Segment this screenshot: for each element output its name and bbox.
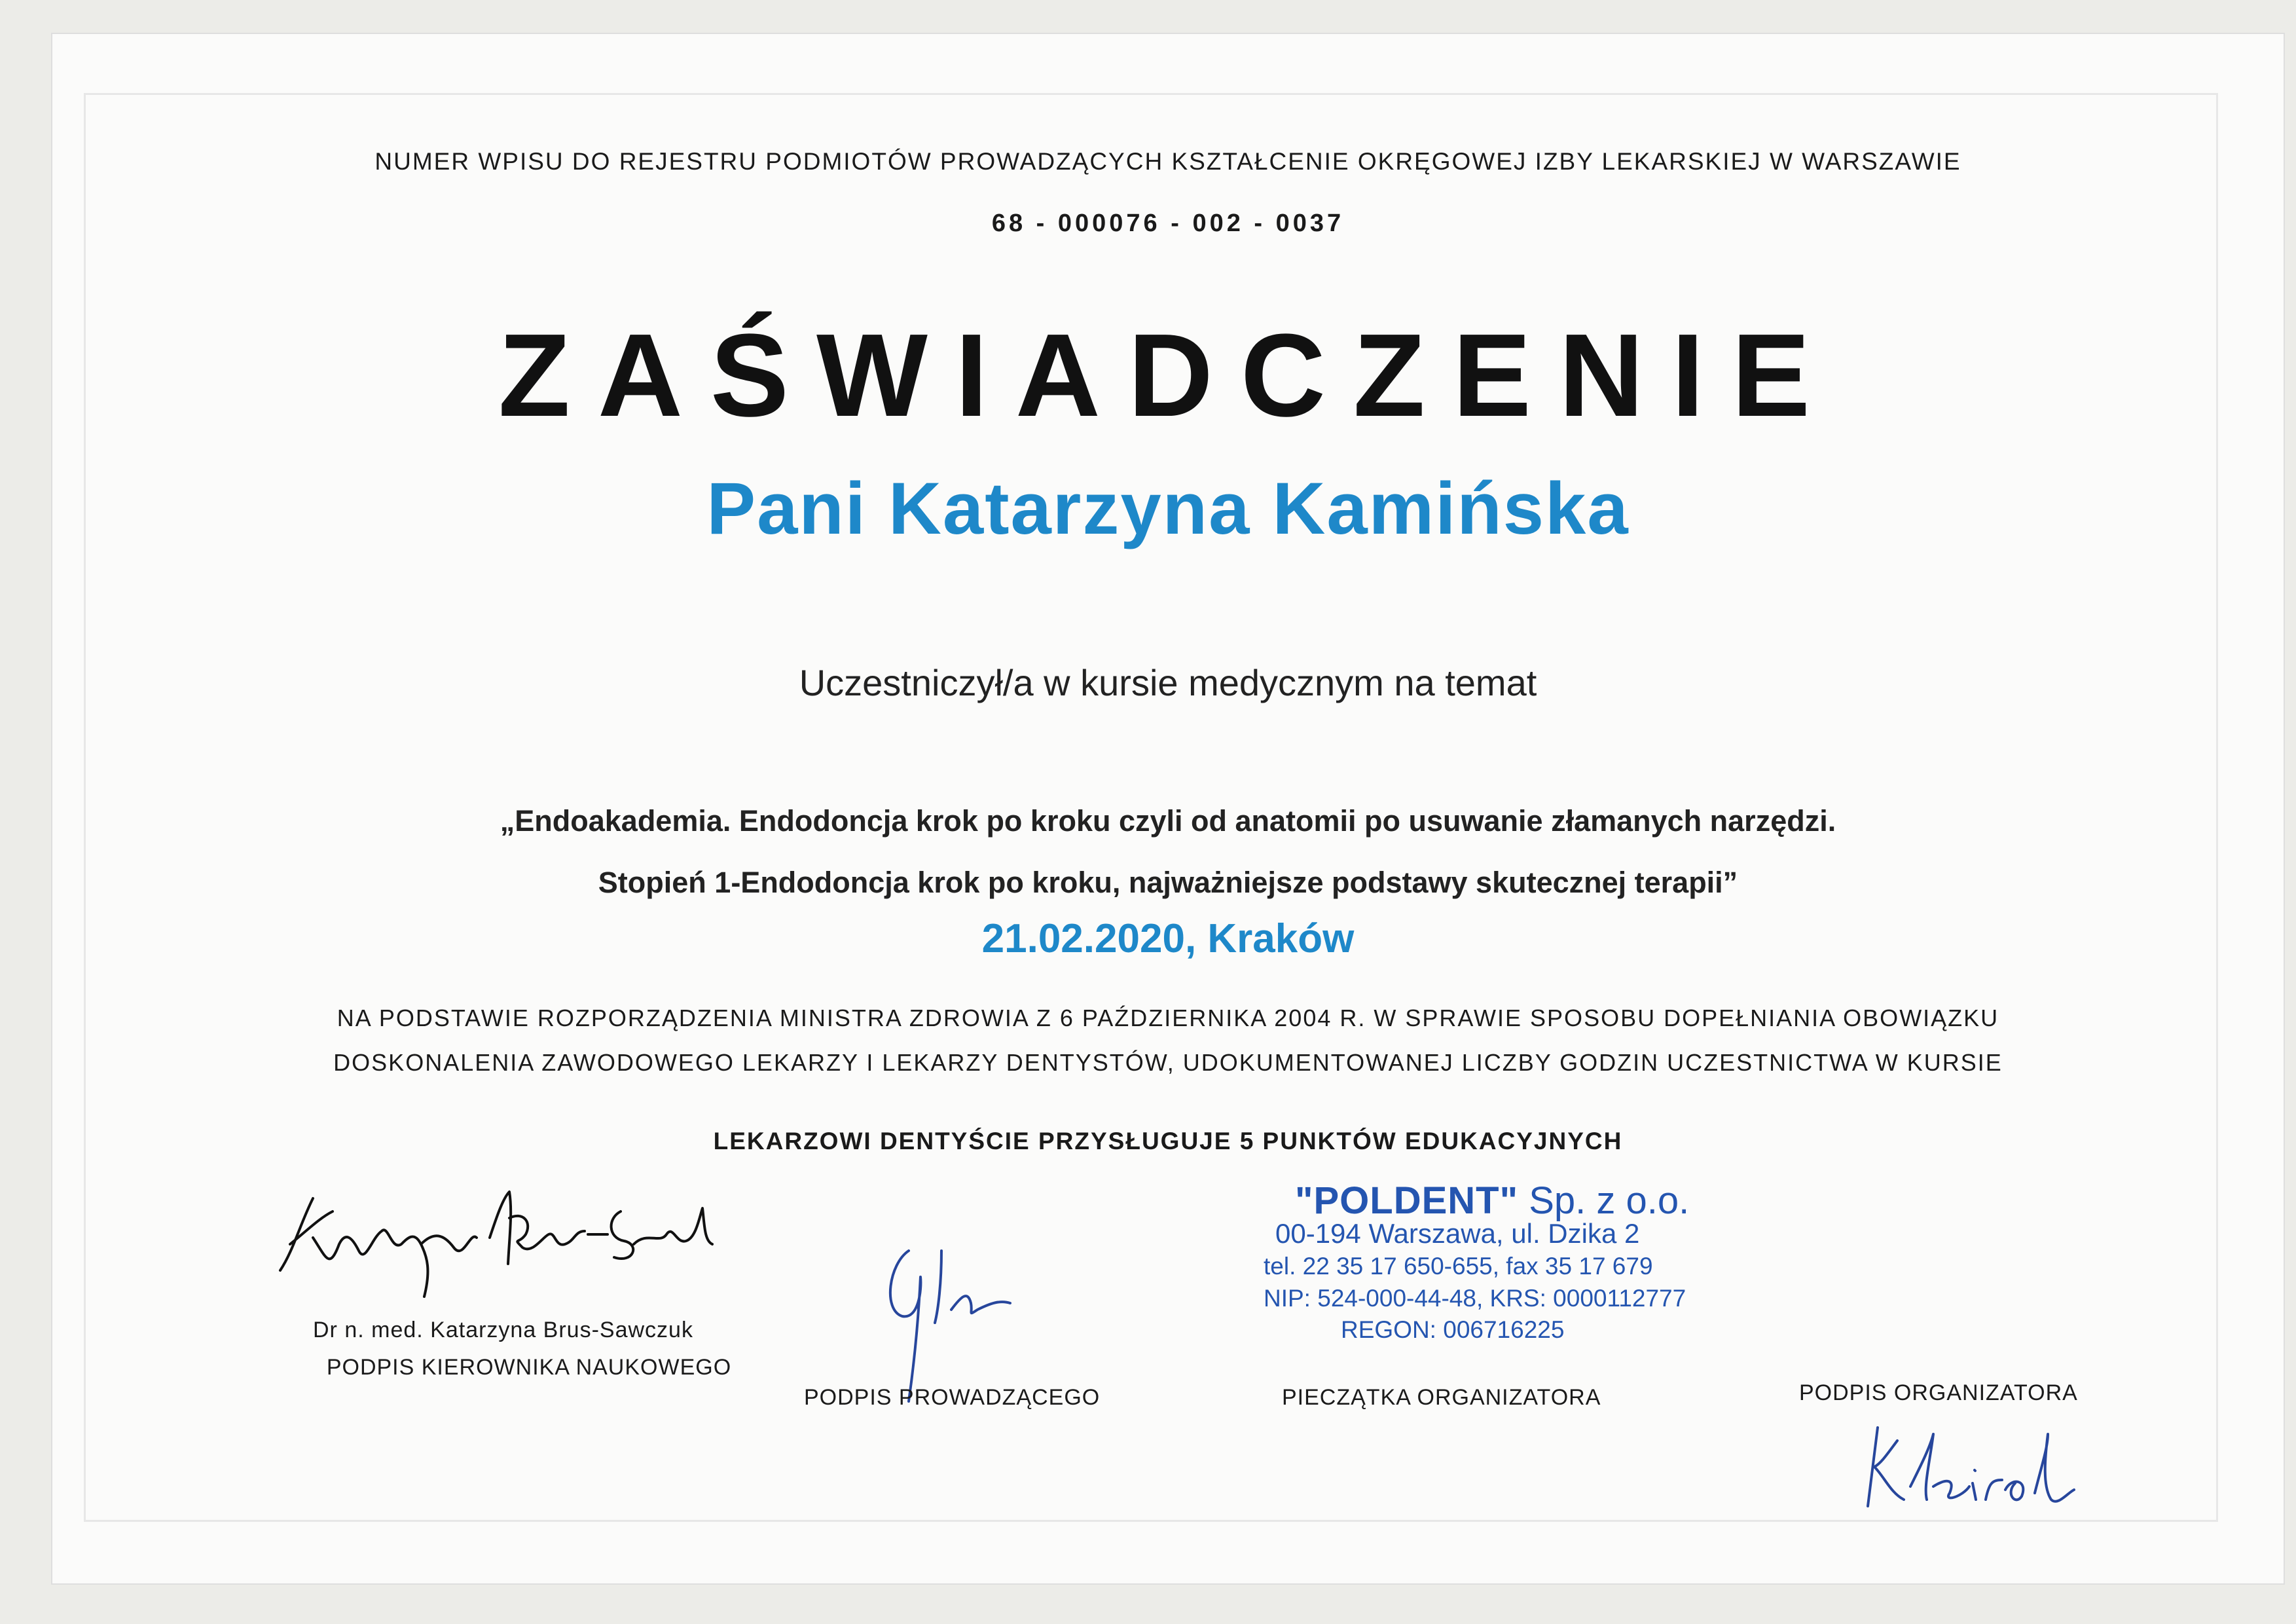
certificate-sheet <box>51 33 2285 1585</box>
organizer-signature-label: PODPIS ORGANIZATORA <box>1799 1380 2078 1405</box>
organizer-stamp-label: PIECZĄTKA ORGANIZATORA <box>1282 1385 1601 1410</box>
stamp-address: 00-194 Warszawa, ul. Dzika 2 <box>1275 1218 1640 1249</box>
course-date-place: 21.02.2020, Kraków <box>981 916 1355 961</box>
stamp-regon: REGON: 006716225 <box>1341 1316 1565 1343</box>
scientific-head-name: Dr n. med. Katarzyna Brus-Sawczuk <box>313 1318 693 1342</box>
stamp-phone: tel. 22 35 17 650-655, fax 35 17 679 <box>1264 1253 1653 1280</box>
certificate-title: ZAŚWIADCZENIE <box>498 310 1838 441</box>
participation-statement: Uczestniczył/a w kursie medycznym na temat <box>799 662 1537 703</box>
stamp-company <box>1295 1179 1689 1223</box>
signature-organizer <box>1858 1414 2094 1519</box>
stamp-ids: NIP: 524-000-44-48, KRS: 0000112777 <box>1264 1285 1686 1312</box>
stamp-company-suffix: Sp. z o.o. <box>1518 1179 1690 1222</box>
register-number: 68 - 000076 - 002 - 0037 <box>991 210 1345 237</box>
stamp-company-name: "POLDENT" <box>1295 1179 1519 1222</box>
recipient-name: Pani Katarzyna Kamińska <box>706 468 1630 549</box>
signature-lecturer <box>869 1238 1079 1408</box>
education-points: LEKARZOWI DENTYŚCIE PRZYSŁUGUJE 5 PUNKTÓW EDUKACYJNYCH <box>713 1128 1623 1154</box>
legal-basis-line-1: NA PODSTAWIE ROZPORZĄDZENIA MINISTRA ZDROWIA Z 6 PAŹDZIERNIKA 2004 R. W SPRAWIE SPOSOBU DOPEŁNIANIA OBOWIĄZKU <box>337 1005 1999 1031</box>
lecturer-signature-label: PODPIS PROWADZĄCEGO <box>804 1385 1101 1410</box>
scientific-head-signature-label: PODPIS KIEROWNIKA NAUKOWEGO <box>326 1355 732 1380</box>
course-title-line-2: Stopień 1-Endodoncja krok po kroku, najważniejsze podstawy skutecznej terapii” <box>598 866 1738 899</box>
course-title-line-1: „Endoakademia. Endodoncja krok po kroku czyli od anatomii po usuwanie złamanych narzędzi. <box>500 804 1836 838</box>
legal-basis-line-2: DOSKONALENIA ZAWODOWEGO LEKARZY I LEKARZY DENTYSTÓW, UDOKUMENTOWANEJ LICZBY GODZIN UCZESTNICTWA W KURSIE <box>333 1049 2003 1076</box>
signature-scientific-head <box>267 1172 738 1310</box>
register-header: NUMER WPISU DO REJESTRU PODMIOTÓW PROWADZĄCYCH KSZTAŁCENIE OKRĘGOWEJ IZBY LEKARSKIEJ W WARSZAWIE <box>374 148 1961 175</box>
